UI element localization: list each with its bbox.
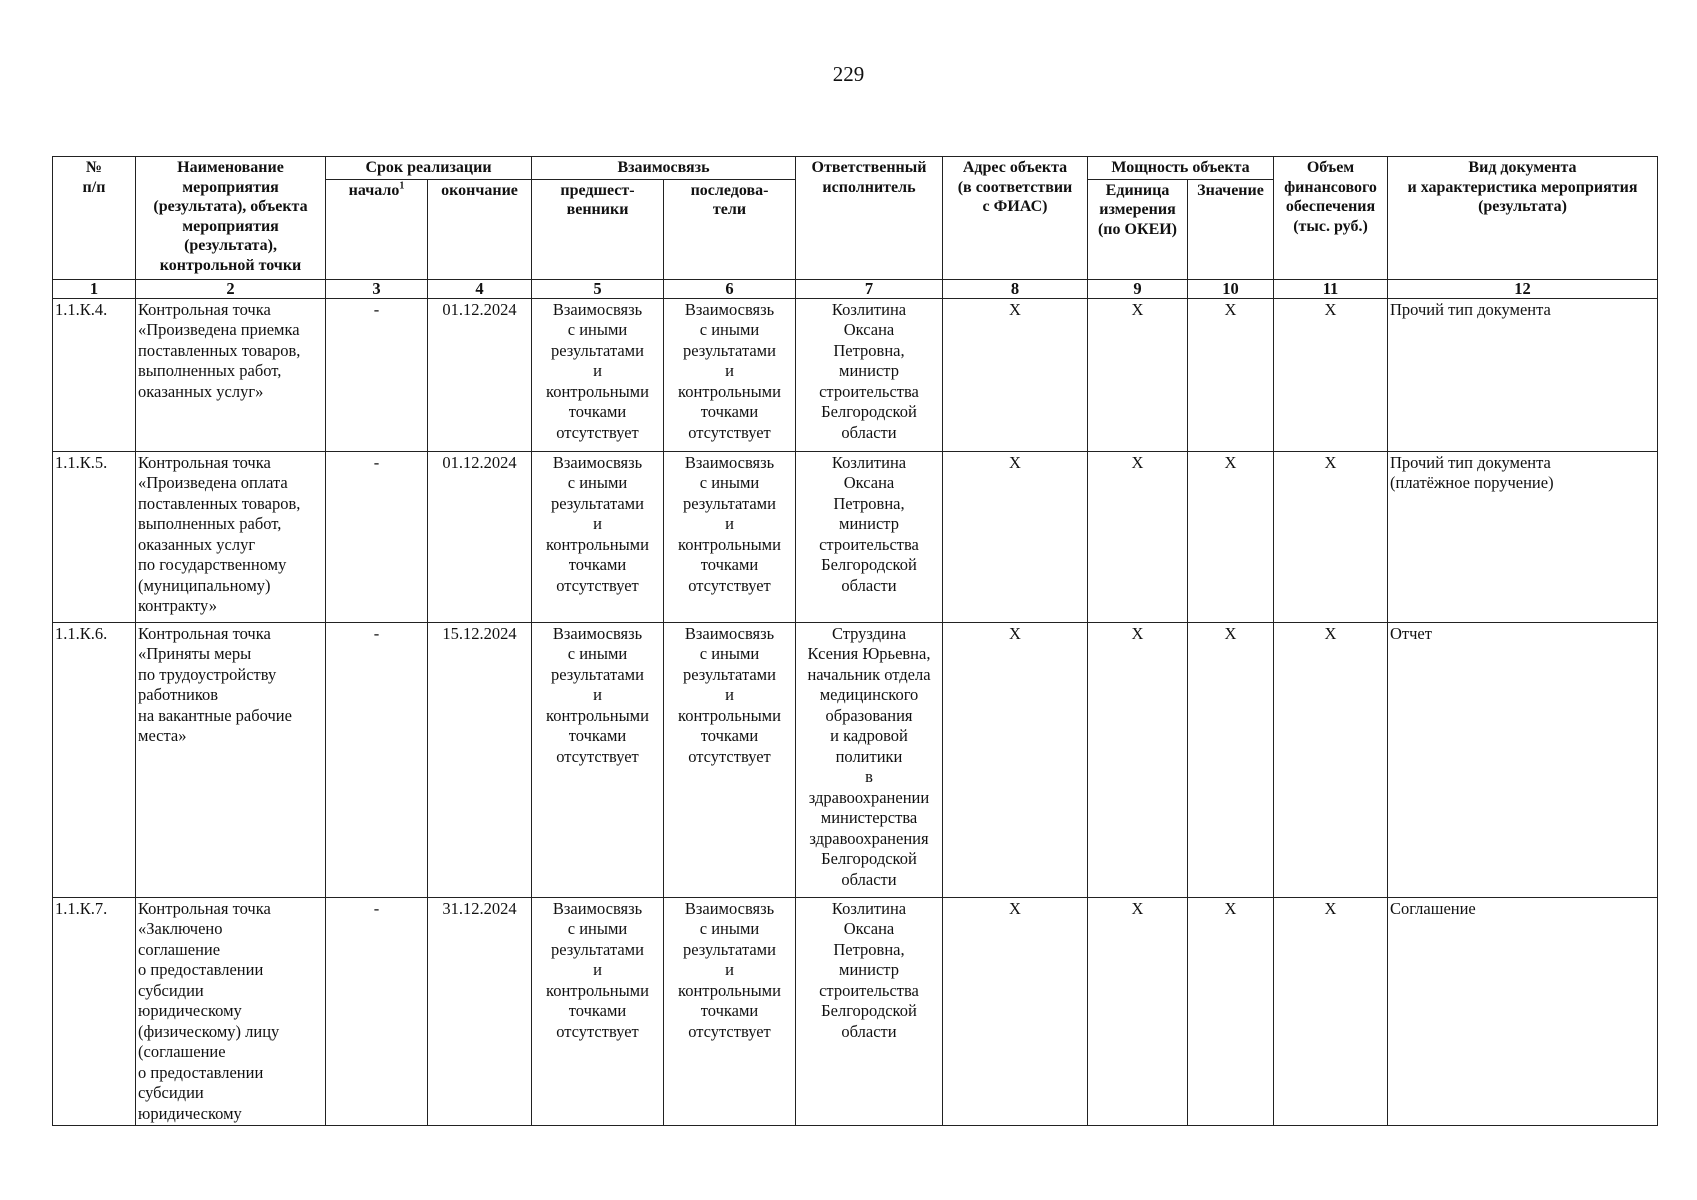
column-number-cell: 9 bbox=[1088, 279, 1188, 298]
row-address-cell: X bbox=[943, 622, 1088, 897]
column-number-cell: 3 bbox=[326, 279, 428, 298]
row-doc-type-cell: Отчет bbox=[1388, 622, 1658, 897]
header-term-group: Срок реализации bbox=[326, 157, 532, 180]
row-successors-cell: Взаимосвязь с иными результатами и контрольными точками отсутствует bbox=[664, 298, 796, 451]
row-end-cell: 15.12.2024 bbox=[428, 622, 532, 897]
column-number-cell: 6 bbox=[664, 279, 796, 298]
header-doc-type: Вид документа и характеристика мероприятия (результата) bbox=[1388, 157, 1658, 280]
header-term-end: окончание bbox=[428, 179, 532, 279]
column-number-cell: 8 bbox=[943, 279, 1088, 298]
row-name-cell: Контрольная точка «Произведена приемка поставленных товаров, выполненных работ, оказанных услуг» bbox=[136, 298, 326, 451]
header-name: Наименование мероприятия (результата), объекта мероприятия (результата), контрольной точки bbox=[136, 157, 326, 280]
column-number-cell: 2 bbox=[136, 279, 326, 298]
row-address-cell: X bbox=[943, 897, 1088, 1126]
row-name-cell: Контрольная точка «Заключено соглашение о предоставлении субсидии юридическому (физическому) лицу (соглашение о предоставлении субсидии юридическому bbox=[136, 897, 326, 1126]
header-capacity-unit: Единица измерения (по ОКЕИ) bbox=[1088, 179, 1188, 279]
row-address-cell: X bbox=[943, 451, 1088, 622]
header-number: № п/п bbox=[53, 157, 136, 280]
row-start-cell: - bbox=[326, 897, 428, 1126]
row-value-cell: X bbox=[1188, 622, 1274, 897]
page-number: 229 bbox=[832, 62, 865, 86]
row-name-cell: Контрольная точка «Приняты меры по трудоустройству работников на вакантные рабочие места» bbox=[136, 622, 326, 897]
header-link-next: последова- тели bbox=[664, 179, 796, 279]
table-row bbox=[53, 622, 1658, 897]
row-successors-cell: Взаимосвязь с иными результатами и контрольными точками отсутствует bbox=[664, 451, 796, 622]
row-predecessors-cell: Взаимосвязь с иными результатами и контрольными точками отсутствует bbox=[532, 622, 664, 897]
row-finance-cell: X bbox=[1274, 897, 1388, 1126]
table-row bbox=[53, 298, 1658, 451]
header-capacity-value: Значение bbox=[1188, 179, 1274, 279]
row-number-cell: 1.1.К.5. bbox=[53, 451, 136, 622]
column-number-cell: 12 bbox=[1388, 279, 1658, 298]
row-successors-cell: Взаимосвязь с иными результатами и контрольными точками отсутствует bbox=[664, 897, 796, 1126]
row-start-cell: - bbox=[326, 298, 428, 451]
row-start-cell: - bbox=[326, 622, 428, 897]
header-address: Адрес объекта (в соответствии с ФИАС) bbox=[943, 157, 1088, 280]
header-responsible: Ответственный исполнитель bbox=[796, 157, 943, 280]
table-row bbox=[53, 451, 1658, 622]
row-number-cell: 1.1.К.6. bbox=[53, 622, 136, 897]
row-finance-cell: X bbox=[1274, 622, 1388, 897]
table-body bbox=[53, 298, 1658, 1126]
row-finance-cell: X bbox=[1274, 298, 1388, 451]
header-capacity-group: Мощность объекта bbox=[1088, 157, 1274, 180]
header-link-prev: предшест- венники bbox=[532, 179, 664, 279]
row-start-cell: - bbox=[326, 451, 428, 622]
row-number-cell: 1.1.К.4. bbox=[53, 298, 136, 451]
column-number-cell: 5 bbox=[532, 279, 664, 298]
header-finance: Объем финансового обеспечения (тыс. руб.) bbox=[1274, 157, 1388, 280]
row-responsible-cell: Струздина Ксения Юрьевна, начальник отдела медицинского образования и кадровой политики в здравоохранении министерства здравоохранения Белгородской области bbox=[796, 622, 943, 897]
column-numbers-row bbox=[53, 279, 1658, 298]
column-number-cell: 1 bbox=[53, 279, 136, 298]
row-unit-cell: X bbox=[1088, 298, 1188, 451]
row-value-cell: X bbox=[1188, 897, 1274, 1126]
row-value-cell: X bbox=[1188, 298, 1274, 451]
footnote-marker: 1 bbox=[399, 180, 405, 192]
row-unit-cell: X bbox=[1088, 622, 1188, 897]
row-responsible-cell: Козлитина Оксана Петровна, министр строительства Белгородской области bbox=[796, 298, 943, 451]
header-row-1 bbox=[53, 157, 1658, 180]
row-unit-cell: X bbox=[1088, 897, 1188, 1126]
column-number-cell: 11 bbox=[1274, 279, 1388, 298]
row-predecessors-cell: Взаимосвязь с иными результатами и контрольными точками отсутствует bbox=[532, 897, 664, 1126]
row-responsible-cell: Козлитина Оксана Петровна, министр строительства Белгородской области bbox=[796, 451, 943, 622]
row-value-cell: X bbox=[1188, 451, 1274, 622]
header-link-group: Взаимосвязь bbox=[532, 157, 796, 180]
row-doc-type-cell: Соглашение bbox=[1388, 897, 1658, 1126]
table-row bbox=[53, 897, 1658, 1126]
row-predecessors-cell: Взаимосвязь с иными результатами и контрольными точками отсутствует bbox=[532, 298, 664, 451]
row-doc-type-cell: Прочий тип документа bbox=[1388, 298, 1658, 451]
column-number-cell: 4 bbox=[428, 279, 532, 298]
row-predecessors-cell: Взаимосвязь с иными результатами и контрольными точками отсутствует bbox=[532, 451, 664, 622]
header-term-start bbox=[326, 179, 428, 279]
row-end-cell: 01.12.2024 bbox=[428, 451, 532, 622]
row-end-cell: 01.12.2024 bbox=[428, 298, 532, 451]
row-responsible-cell: Козлитина Оксана Петровна, министр строительства Белгородской области bbox=[796, 897, 943, 1126]
header-term-start-label: начало bbox=[348, 181, 400, 199]
column-number-cell: 10 bbox=[1188, 279, 1274, 298]
row-end-cell: 31.12.2024 bbox=[428, 897, 532, 1126]
row-successors-cell: Взаимосвязь с иными результатами и контрольными точками отсутствует bbox=[664, 622, 796, 897]
row-number-cell: 1.1.К.7. bbox=[53, 897, 136, 1126]
row-unit-cell: X bbox=[1088, 451, 1188, 622]
row-address-cell: X bbox=[943, 298, 1088, 451]
column-number-cell: 7 bbox=[796, 279, 943, 298]
row-name-cell: Контрольная точка «Произведена оплата поставленных товаров, выполненных работ, оказанных услуг по государственному (муниципальному) контракту» bbox=[136, 451, 326, 622]
row-doc-type-cell: Прочий тип документа (платёжное поручение) bbox=[1388, 451, 1658, 622]
plan-table bbox=[52, 156, 1658, 1126]
row-finance-cell: X bbox=[1274, 451, 1388, 622]
